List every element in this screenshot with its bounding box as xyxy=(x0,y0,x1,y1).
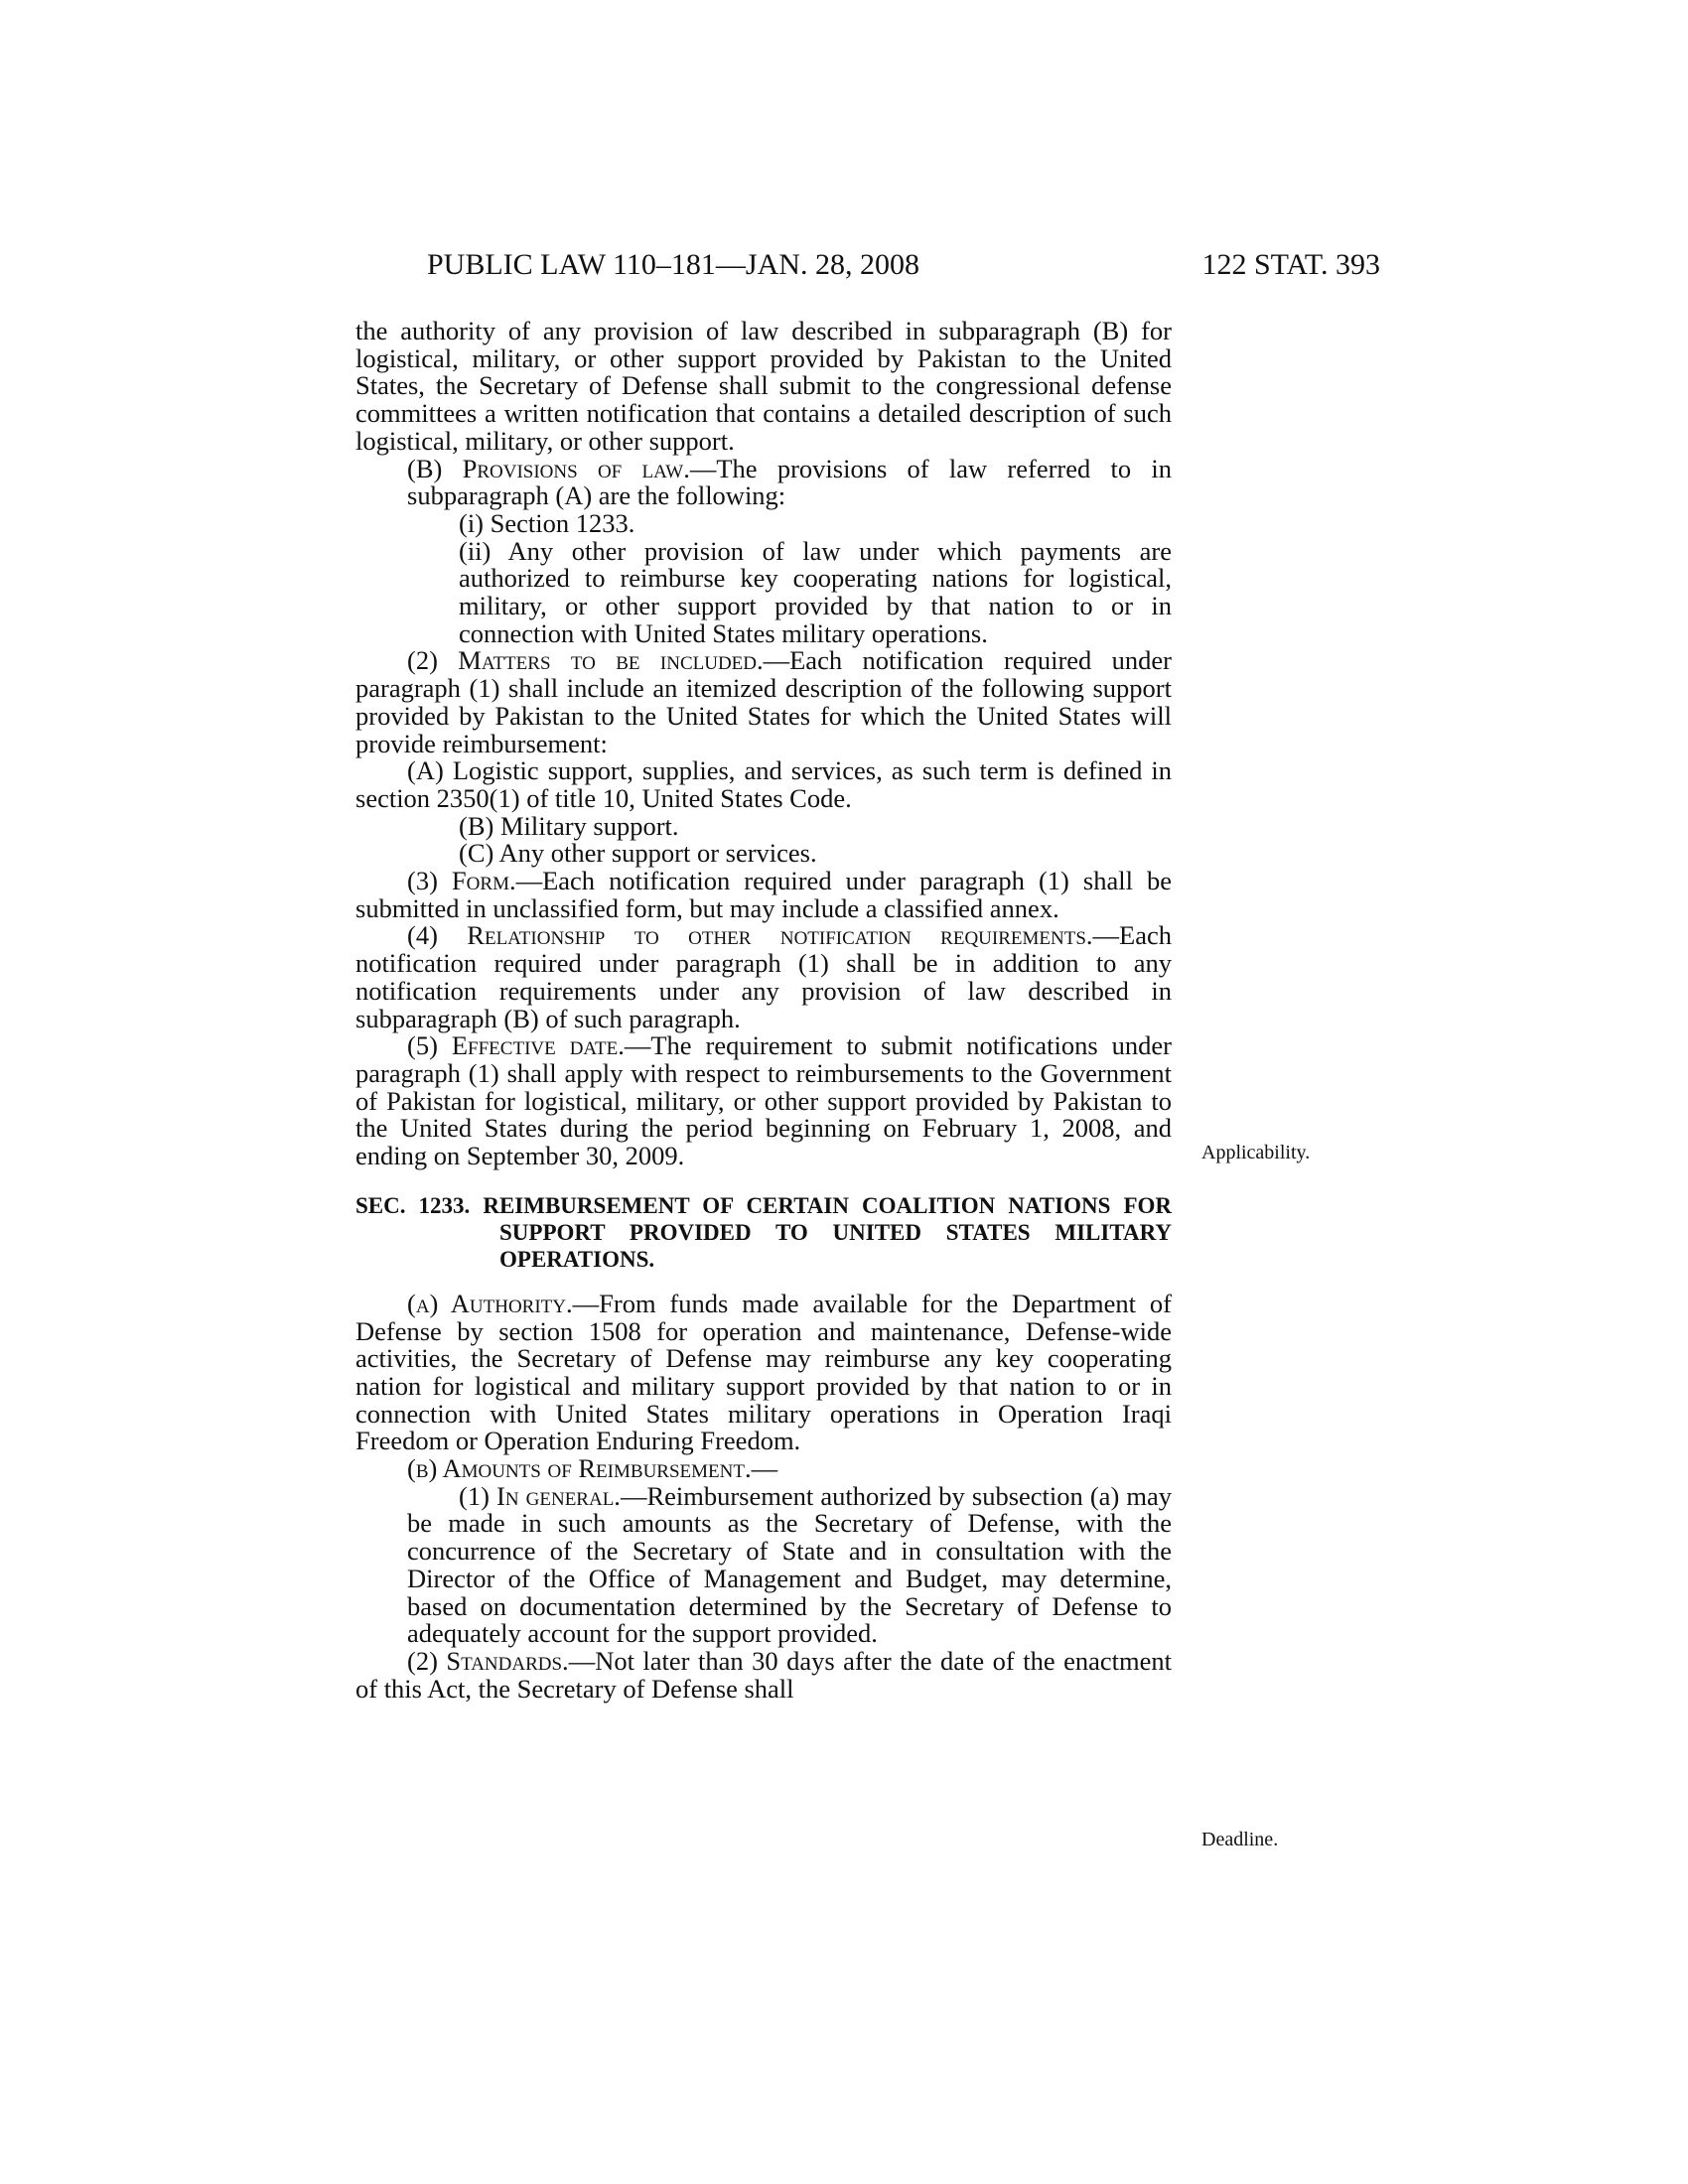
paragraph-provisions-of-law xyxy=(407,453,1173,511)
paragraph-heading: (b) Amounts of Reimbursement. xyxy=(407,1453,752,1484)
paragraph-heading: (2) Standards. xyxy=(407,1645,569,1676)
paragraph-text: —The provisions of law referred to in subparagraph (A) are the following: xyxy=(407,453,1173,511)
paragraph-heading: (2) Matters to be included. xyxy=(407,645,764,676)
subparagraph-b: (B) Military support. xyxy=(459,810,679,841)
paragraph-text: —Each notification required under paragraph (1) shall be in addition to any notification requirements under any provision of law described in subparagraph (B) of such paragraph. xyxy=(355,920,1172,1033)
section-heading: SEC. 1233. REIMBURSEMENT OF CERTAIN COALITION NATIONS FOR SUPPORT PROVIDED TO UNITED STATES MILITARY OPERATIONS. xyxy=(355,1192,1172,1272)
paragraph-matters-to-be-included xyxy=(355,647,1172,757)
page-header xyxy=(427,248,1380,288)
subparagraph-c: (C) Any other support or services. xyxy=(459,838,817,869)
body-text xyxy=(355,318,1172,1703)
paragraph-in-general xyxy=(407,1480,1172,1649)
paragraph-text: — xyxy=(751,1453,778,1484)
margin-note-applicability: Applicability. xyxy=(1201,1142,1311,1163)
paragraph-text: —Each notification required under paragraph (1) shall include an itemized description of the following support provided by Pakistan to the United States for which the United States will provide reimbursement: xyxy=(355,645,1172,758)
paragraph-continuation: the authority of any provision of law described in subparagraph (B) for logistical, military, or other support provided by Pakistan to the United States, the Secretary of Defense shall submit to the congressional defense committees a written notification that contains a detailed description of such logistical, military, or other support. xyxy=(355,316,1172,456)
paragraph-relationship xyxy=(355,922,1172,1032)
paragraph-heading: (a) Authority. xyxy=(407,1288,573,1318)
margin-note-deadline: Deadline. xyxy=(1201,1829,1279,1850)
paragraph-text: —From funds made available for the Department of Defense by section 1508 for operation and maintenance, Defense-wide activities, the Secretary of Defense may reimburse any key cooperating nation for logistical and military support provided by that nation to or in connection with United States military operations in Operation Iraqi Freedom or Operation Enduring Freedom. xyxy=(355,1288,1172,1456)
paragraph-heading: (5) Effective date. xyxy=(407,1030,625,1061)
clause-i: (i) Section 1233. xyxy=(459,507,635,538)
paragraph-text: —Reimbursement authorized by subsection (a) may be made in such amounts as the Secretary of Defense, with the concurrence of the Secretary of State and in consultation with the Director of the Office of Management and Budget, may determine, based on documentation determined by the Secretary of Defense to adequately account for the support provided. xyxy=(407,1480,1172,1649)
paragraph-amounts-of-reimbursement xyxy=(355,1455,1172,1483)
header-title: PUBLIC LAW 110–181—JAN. 28, 2008 xyxy=(427,248,919,281)
paragraph-heading: (3) Form. xyxy=(407,866,516,896)
paragraph-text: —The requirement to submit notifications under paragraph (1) shall apply with respect to reimbursements to the Government of Pakistan for logistical, military, or other support provided by Pakistan to the United States during the period beginning on February 1, 2008, and ending on September 30, 2009. xyxy=(355,1030,1173,1171)
header-stat-page: 122 STAT. 393 xyxy=(1201,248,1380,281)
paragraph-heading: (1) In general. xyxy=(459,1480,621,1511)
paragraph-text: —Not later than 30 days after the date of the enactment of this Act, the Secretary of Defense shall xyxy=(355,1645,1172,1704)
paragraph-standards xyxy=(355,1645,1172,1704)
paragraph-authority xyxy=(355,1288,1172,1456)
paragraph-heading: (4) Relationship to other notification requirements. xyxy=(407,920,1093,951)
clause-ii: (ii) Any other provision of law under which payments are authorized to reimburse key cooperating nations for logistical, military, or other support provided by that nation to or in connection with United States military operations. xyxy=(459,535,1172,648)
paragraph-effective-date xyxy=(355,1032,1172,1170)
paragraph-heading: (B) Provisions of law. xyxy=(407,453,690,483)
paragraph-text: —Each notification required under paragraph (1) shall be submitted in unclassified form, but may include a classified annex. xyxy=(355,866,1172,923)
subparagraph-a: (A) Logistic support, supplies, and services, as such term is defined in section 2350(1) of title 10, United States Code. xyxy=(355,755,1172,813)
paragraph-form xyxy=(355,868,1172,922)
